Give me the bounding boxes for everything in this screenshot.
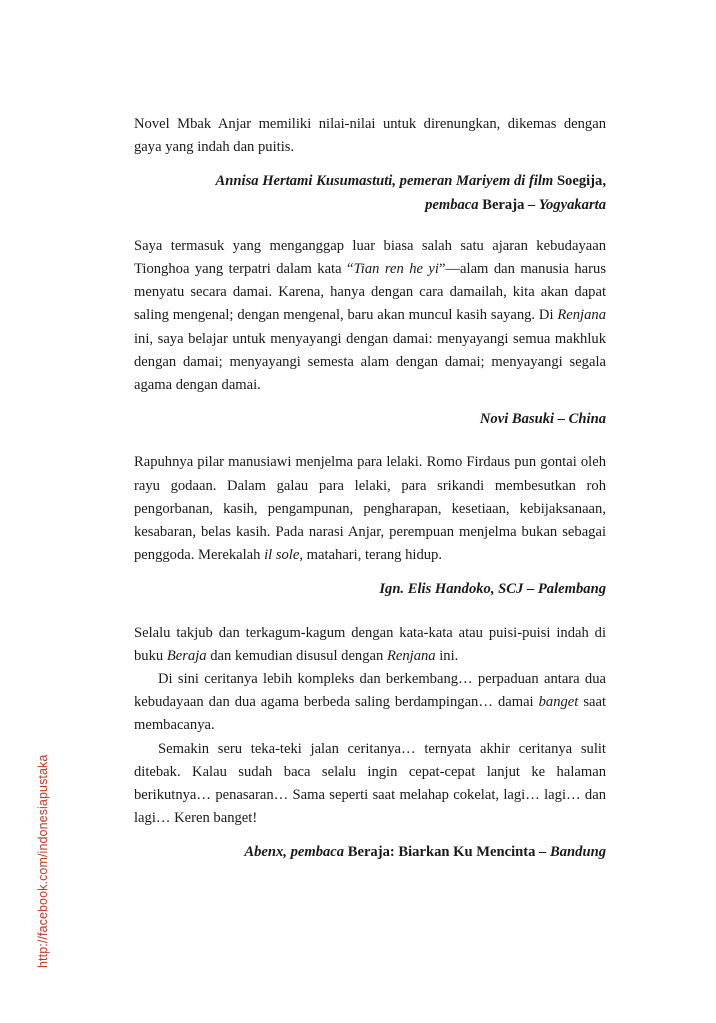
review-3-italic-phrase: il sole [264, 547, 300, 564]
review-3-text-part: Rapuhnya pilar manusiawi menjelma para lelaki. Romo Firdaus pun gontai oleh rayu godaan. Dalam galau para lelaki, para srikandi membesutkan roh pengorbanan, kasih, pengampunan, pengharapan, kesetiaan, kebijaksanaan, kesabaran, belas kasih. Pada narasi Anjar, perempuan menjelma bukan sebagai penggoda. Merekalah [134, 454, 606, 564]
review-2-italic-title: Renjana [557, 307, 606, 324]
review-3-text [134, 451, 606, 567]
review-2-text [134, 235, 606, 397]
attribution-film-title: Soegija [556, 173, 603, 190]
review-3-text-part: , matahari, terang hidup. [299, 547, 443, 564]
review-4-text-part: ini. [435, 647, 459, 664]
review-3-attribution: Ign. Elis Handoko, SCJ – Palembang [379, 581, 606, 598]
attribution-book-title: Beraja: Biarkan Ku Mencinta [347, 844, 536, 861]
review-4-italic-word: banget [538, 694, 579, 711]
attribution-city: – Bandung [535, 844, 606, 861]
review-4-attribution [134, 841, 606, 864]
review-4 [134, 622, 606, 865]
review-4-italic-title: Renjana [386, 647, 436, 664]
review-2-text-part: Saya termasuk yang menganggap luar biasa salah satu ajaran kebudayaan Tionghoa yang terpatri dalam kata “ [134, 237, 606, 278]
review-1-attribution-line1 [134, 170, 606, 193]
review-4-text-part: Di sini ceritanya lebih kompleks dan berkembang… perpaduan antara dua kebudayaan dan dua agama berbeda saling berdampingan… damai [134, 671, 606, 711]
review-3 [134, 451, 606, 601]
review-4-paragraph-2 [134, 668, 606, 738]
attribution-name-role: Annisa Hertami Kusumastuti, pemeran Mariyem di film [215, 173, 557, 190]
review-4-text-part: saat membacanya. [134, 694, 607, 734]
attribution-name-prefix: Abenx, pembaca [244, 844, 348, 861]
attribution-city: – Yogyakarta [524, 196, 606, 213]
testimonials-column [134, 113, 606, 865]
review-4-paragraph-3: Semakin seru teka-teki jalan ceritanya… ternyata akhir ceritanya sulit ditebak. Kalau sudah baca selalu ingin cepat-cepat lanjut ke halaman berikutnya… penasaran… Sama seperti saat melahap cokelat, lagi… lagi… dan lagi… Keren banget! [134, 740, 606, 827]
review-2-text-part: ”—alam dan manusia harus menyatu secara damai. Karena, hanya dengan cara damailah, kita akan dapat saling mengenal; dengan mengenal, baru akan muncul kasih sayang. Di [134, 261, 606, 324]
review-2-italic-phrase: Tian ren he yi [353, 261, 439, 278]
review-4-text-part: Selalu takjub dan terkagum-kagum dengan kata-kata atau puisi-puisi indah di buku [134, 624, 606, 664]
review-1 [134, 113, 606, 217]
attribution-prefix: pembaca [425, 196, 483, 213]
review-4-italic-title: Beraja [166, 647, 207, 664]
review-2-text-part: ini, saya belajar untuk menyayangi dengan damai: menyayangi semua makhluk dengan damai; menyayangi semesta alam dengan damai; menyayangi segala agama dengan damai. [134, 330, 606, 394]
review-2 [134, 235, 606, 432]
attribution-book-title: Beraja [482, 196, 525, 213]
review-4-text-part: dan kemudian disusul dengan [206, 647, 387, 664]
sidebar-watermark-url: http://facebook.com/indonesiapustaka [36, 754, 50, 968]
attribution-comma: , [602, 173, 606, 190]
review-2-attribution: Novi Basuki – China [479, 411, 606, 428]
review-1-text: Novel Mbak Anjar memiliki nilai-nilai untuk direnungkan, dikemas dengan gaya yang indah dan puitis. [134, 116, 606, 156]
review-4-paragraph-1 [134, 622, 606, 668]
review-1-attribution-line2 [134, 194, 606, 217]
review-1-attribution [134, 170, 606, 216]
